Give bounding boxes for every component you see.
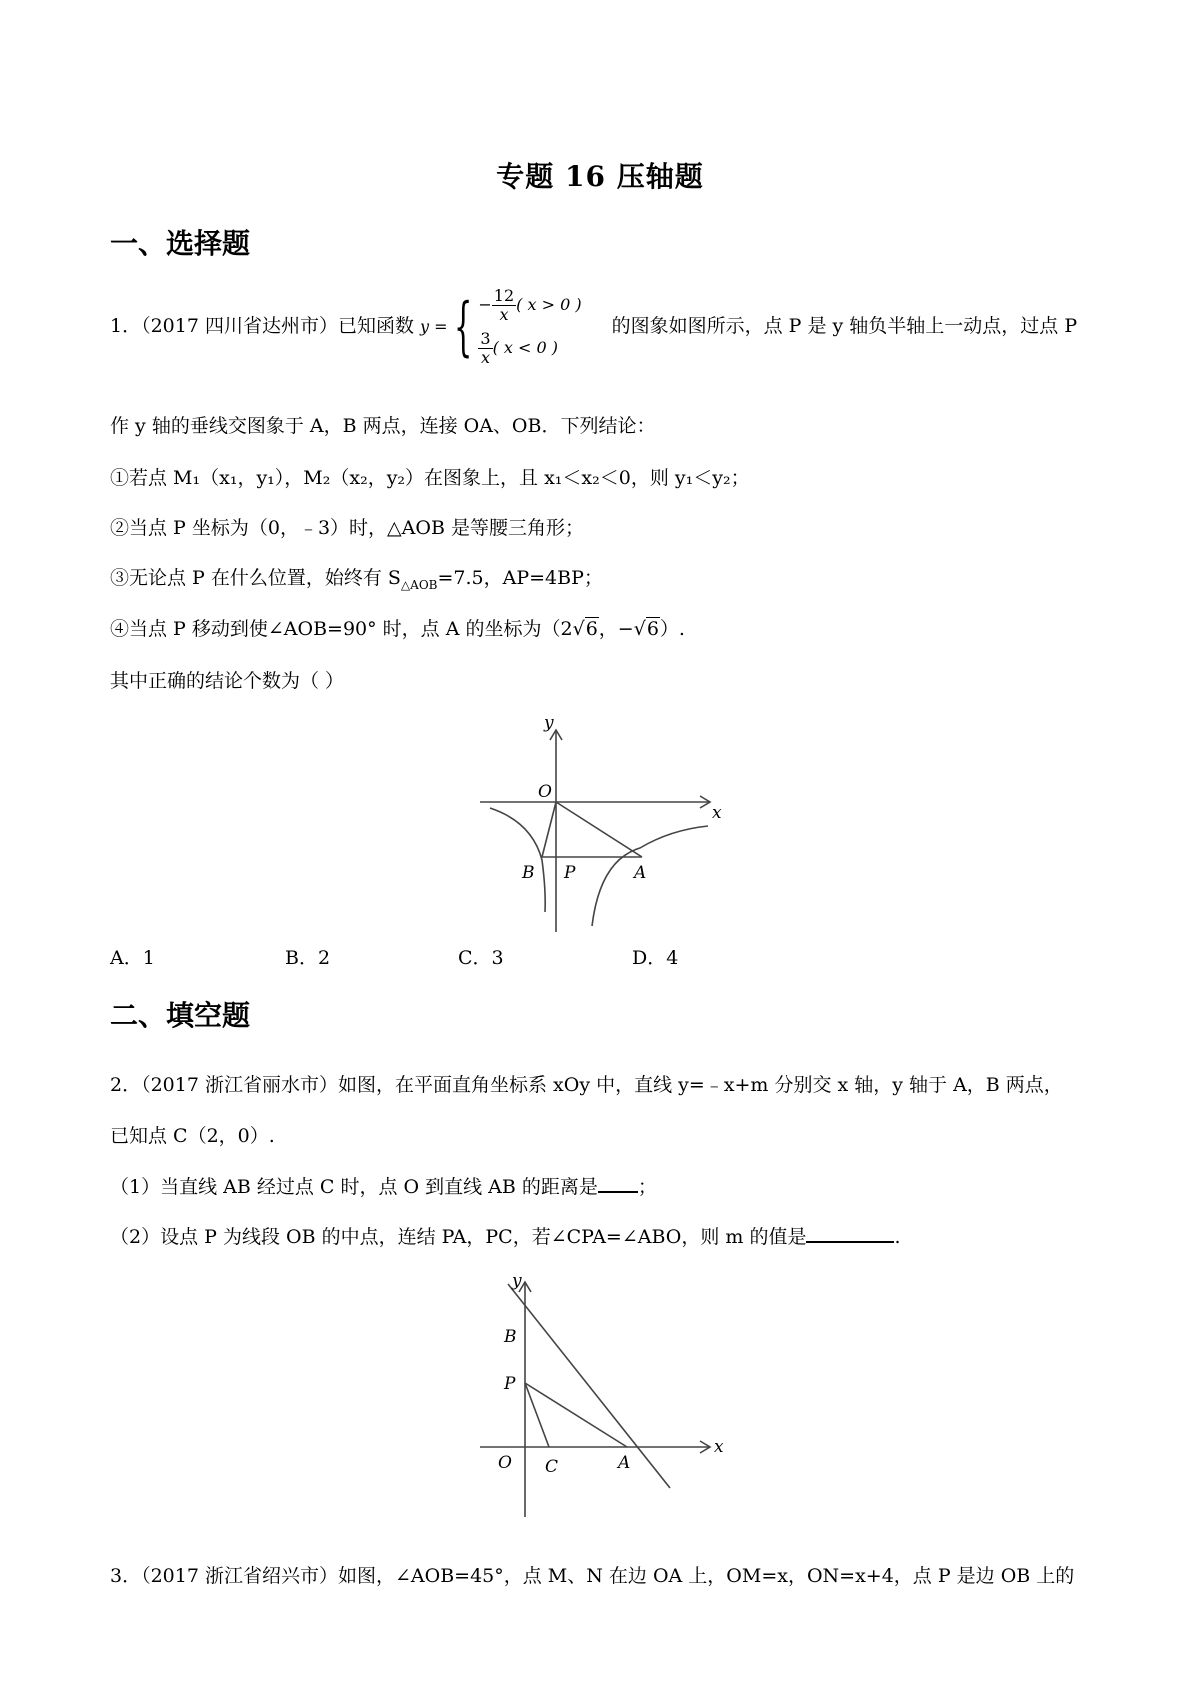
q1-stem-line2: 作 y 轴的垂线交图象于 A，B 两点，连接 OA、OB．下列结论： — [110, 415, 656, 437]
c4-radicand-2: 6 — [646, 618, 659, 640]
q2-label-x: x — [714, 1437, 724, 1457]
q2-segment-PC — [525, 1383, 549, 1447]
case1-cond: ( x > 0 ) — [516, 295, 582, 314]
section-heading-choice: 一、选择题 — [110, 227, 251, 260]
q2-p2-blank — [806, 1221, 894, 1243]
q1-segment-OA — [556, 802, 642, 857]
option-b: B．2 — [285, 947, 331, 969]
q2-stem-line1: 2．（2017 浙江省丽水市）如图，在平面直角坐标系 xOy 中，直线 y=﹣x+m 分别交 x 轴，y 轴于 A，B 两点， — [110, 1074, 1063, 1096]
q2-p2-end: . — [894, 1226, 901, 1248]
q1-question: 其中正确的结论个数为（ ） — [110, 670, 345, 692]
c3-subscript: △AOB — [400, 577, 438, 592]
q2-label-P: P — [504, 1374, 516, 1394]
option-a: A．1 — [110, 947, 155, 969]
brace-symbol: { — [453, 290, 472, 364]
q2-label-O: O — [498, 1453, 512, 1473]
case1-sign: − — [478, 295, 492, 314]
q2-p1-blank — [598, 1171, 638, 1193]
c4-radicand-1: 6 — [585, 618, 598, 640]
q1-conclusion-3 — [110, 565, 603, 598]
case2-cond: ( x < 0 ) — [492, 338, 558, 357]
page-title: 专题 16 压轴题 — [496, 160, 704, 193]
case1-den: x — [499, 305, 509, 324]
c4-comma: ， — [598, 618, 618, 640]
q1-label-P: P — [564, 863, 576, 883]
q1-left-branch — [490, 808, 545, 912]
q2-stem-line2: 已知点 C（2，0）. — [110, 1125, 275, 1147]
option-d: D．4 — [632, 947, 679, 969]
q2-p1-end: ； — [637, 1176, 657, 1198]
q2-line-AB — [508, 1284, 670, 1488]
q2-part-2 — [110, 1221, 901, 1250]
q2-part-1 — [110, 1171, 657, 1200]
q2-label-C: C — [545, 1457, 559, 1477]
q1-prefix: 1．（2017 四川省达州市）已知函数 — [110, 315, 421, 337]
q1-label-x: x — [712, 803, 722, 823]
q1-figure — [470, 700, 730, 940]
c3-part-a: ③无论点 P 在什么位置，始终有 S — [110, 567, 401, 589]
option-c: C．3 — [458, 947, 504, 969]
q3-stem-line1: 3．（2017 浙江省绍兴市）如图，∠AOB=45°，点 M、N 在边 OA 上，OM=x，ON=x+4，点 P 是边 OB 上的 — [110, 1565, 1075, 1587]
c4-part-a: ④当点 P 移动到使∠AOB=90° 时，点 A 的坐标为（ — [110, 618, 561, 640]
q1-label-O: O — [538, 782, 552, 802]
y-equals: y = — [420, 317, 448, 336]
section-heading-fill: 二、填空题 — [110, 999, 251, 1032]
case2-fraction — [478, 330, 492, 367]
q1-stem-line1 — [110, 286, 1077, 366]
piecewise-function — [420, 287, 582, 367]
c4-coef: 2 — [560, 618, 573, 640]
c4-minus: − — [617, 618, 634, 640]
q2-label-y: y — [512, 1271, 522, 1291]
case1-fraction — [492, 287, 516, 324]
q2-p1-text: （1）当直线 AB 经过点 C 时，点 O 到直线 AB 的距离是 — [110, 1176, 598, 1198]
q1-segment-OB — [542, 802, 556, 857]
q2-figure — [470, 1262, 740, 1522]
case2-den: x — [480, 348, 490, 367]
q1-suffix: 的图象如图所示，点 P 是 y 轴负半轴上一动点，过点 P — [611, 315, 1078, 337]
c3-part-b: =7.5，AP=4BP； — [437, 567, 603, 589]
case2-num: 3 — [480, 329, 491, 348]
q1-label-A: A — [634, 863, 647, 883]
piecewise-cases — [478, 287, 581, 367]
q1-right-branch — [592, 826, 708, 926]
case1-num: 12 — [493, 286, 515, 305]
q2-label-A: A — [618, 1453, 631, 1473]
c4-end: ）. — [659, 618, 685, 640]
q1-conclusion-4: ④当点 P 移动到使∠AOB=90° 时，点 A 的坐标为（2√6，−√6）. — [110, 618, 685, 640]
case-2 — [478, 330, 581, 367]
q1-conclusion-2: ②当点 P 坐标为（0，﹣3）时，△AOB 是等腰三角形； — [110, 517, 584, 539]
q2-label-B: B — [504, 1327, 517, 1347]
q1-label-B: B — [522, 863, 535, 883]
case-1 — [478, 287, 581, 324]
q1-label-y: y — [544, 713, 554, 733]
q1-conclusion-1: ①若点 M₁（x₁，y₁），M₂（x₂，y₂）在图象上，且 x₁＜x₂＜0，则 y₁＜y₂； — [110, 467, 750, 489]
q2-p2-text: （2）设点 P 为线段 OB 的中点，连结 PA，PC，若∠CPA=∠ABO，则 m 的值是 — [110, 1226, 807, 1248]
